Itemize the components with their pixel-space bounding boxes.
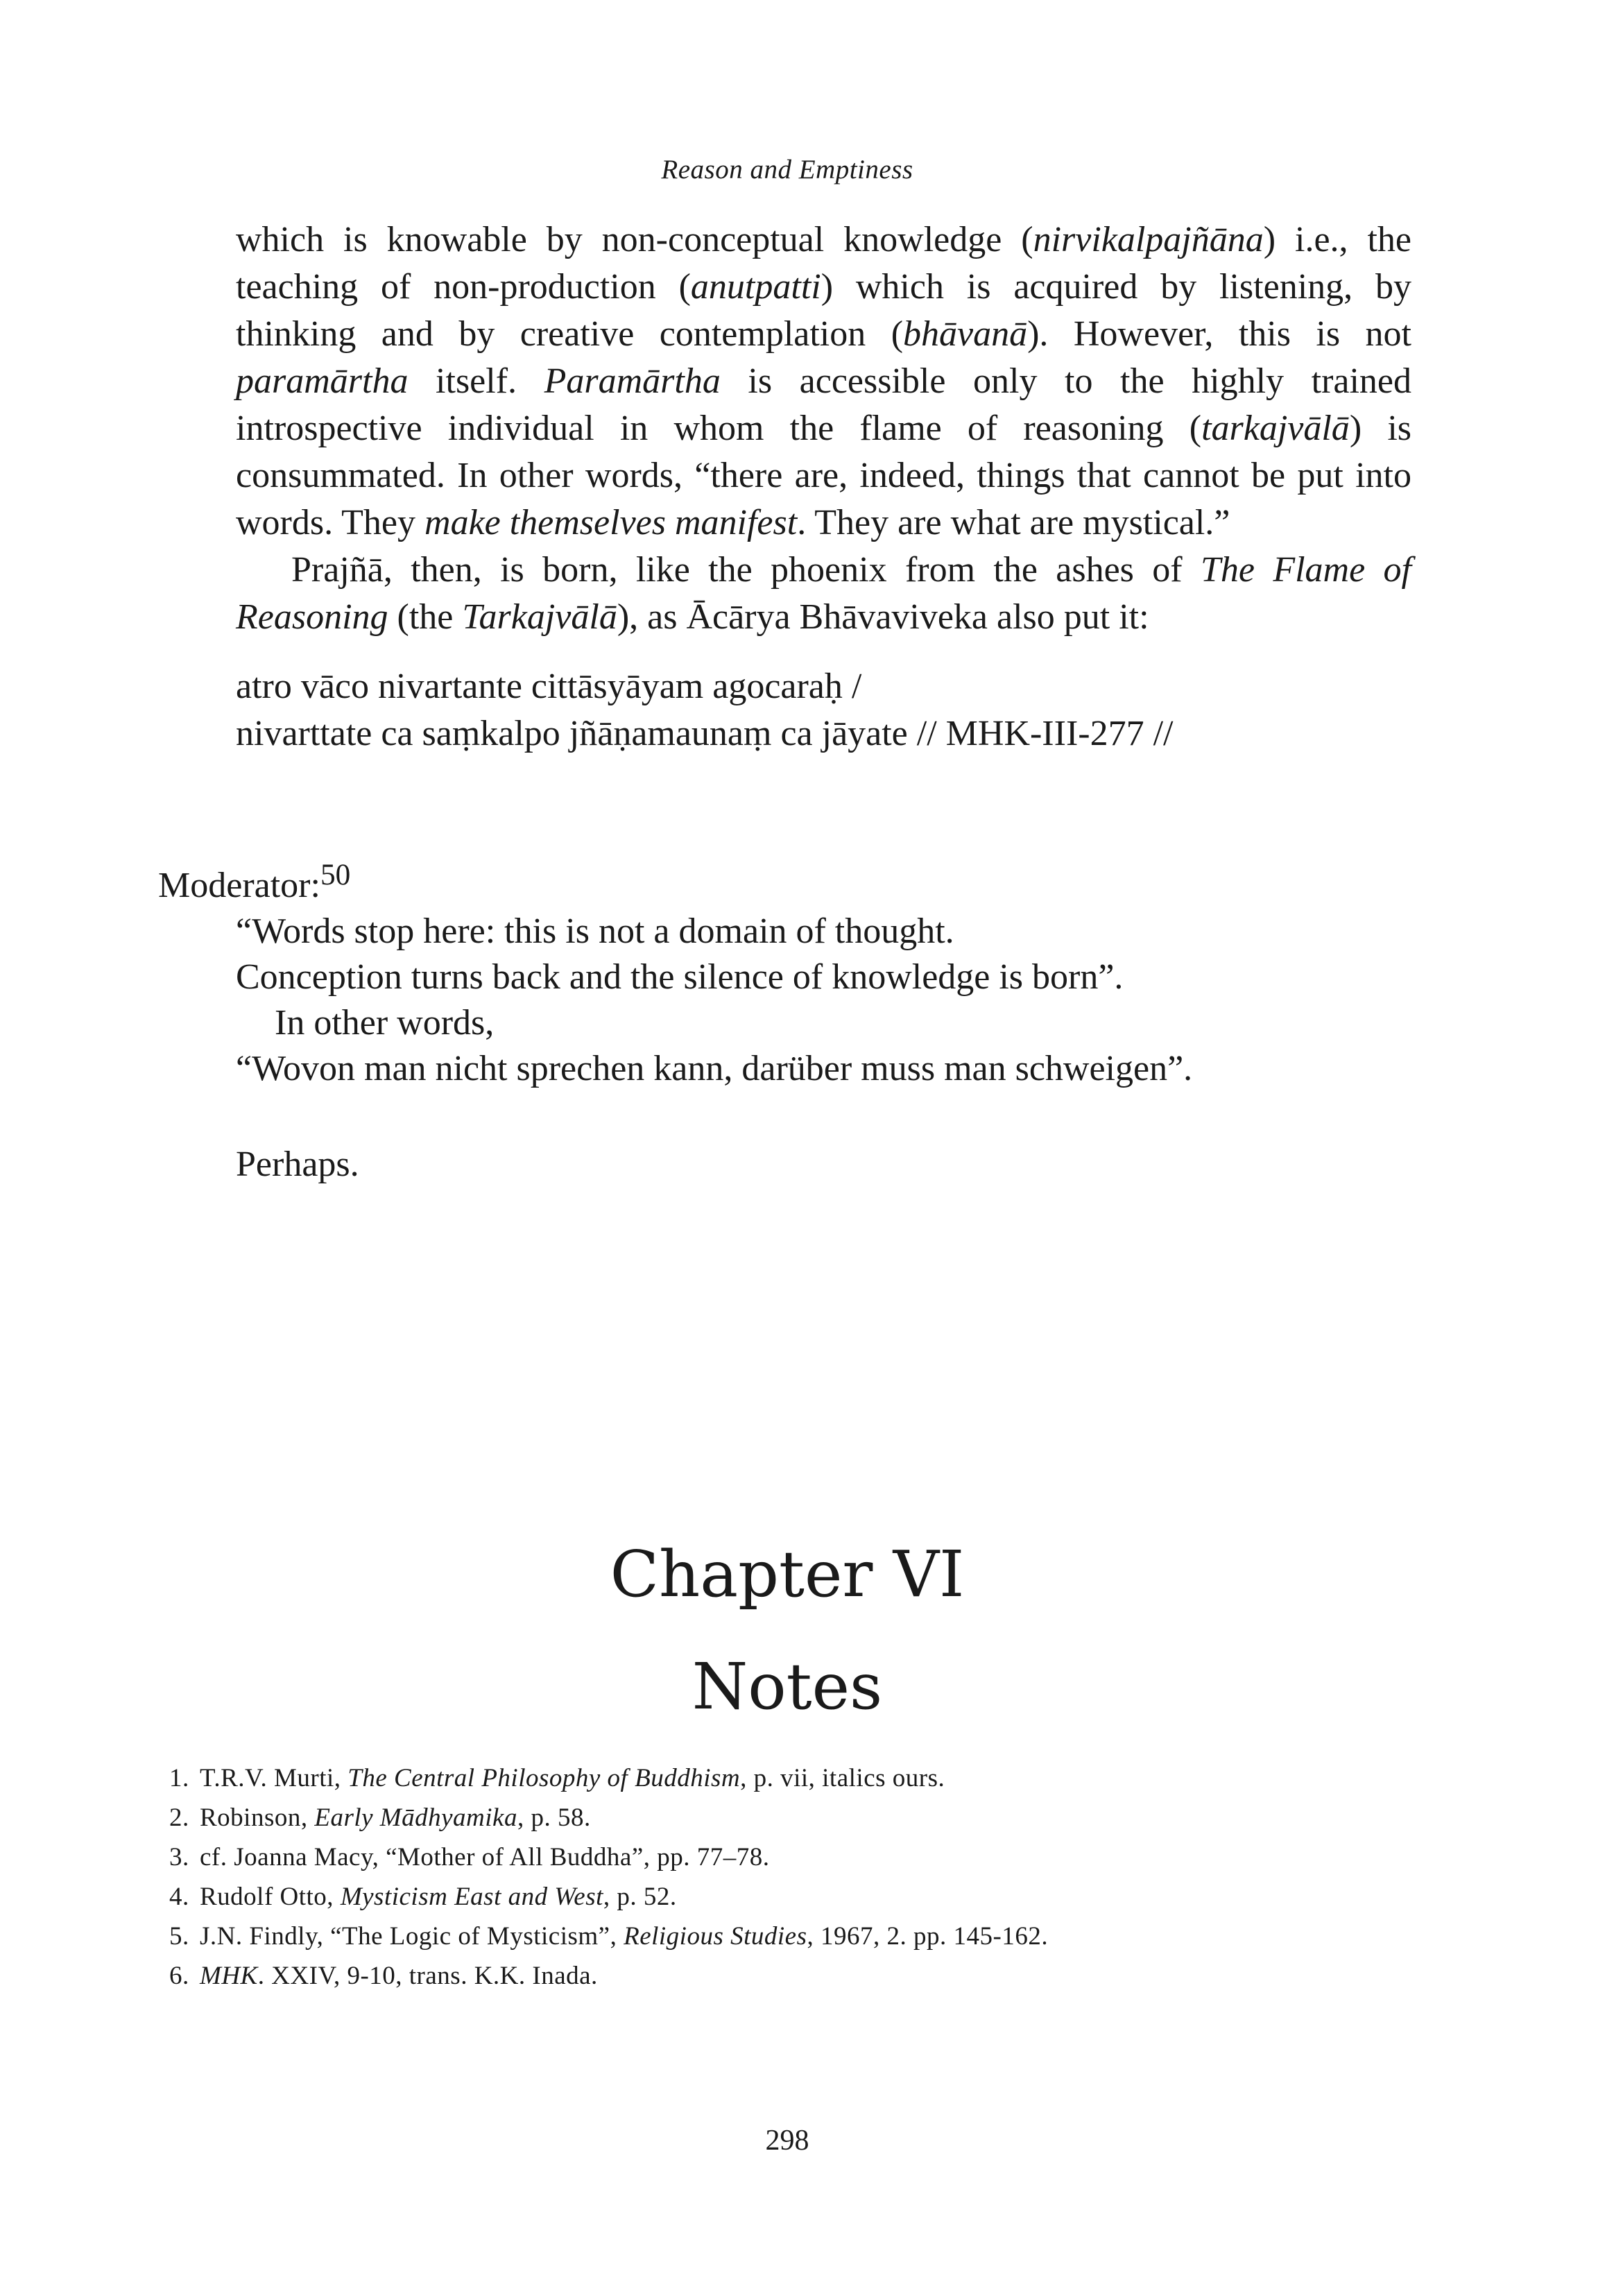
verse-line-1: atro vāco nivartante cittāsyāyam agocaraḥ / <box>236 667 862 706</box>
moderator-block <box>158 852 1476 1188</box>
body-text <box>236 216 1411 757</box>
moderator-label: Moderator: <box>158 866 320 906</box>
running-head: Reason and Emptiness <box>661 155 913 185</box>
paragraph-2-term: Tarkajvālā <box>462 597 617 637</box>
paragraph-1-text: ). However, this is not <box>1027 314 1411 354</box>
note-title: The Central Philosophy of Buddhism <box>347 1764 741 1792</box>
note-number: 1. <box>169 1764 189 1792</box>
note-number: 3. <box>169 1843 189 1871</box>
note-item <box>169 1758 1487 1798</box>
note-text: , p. 52. <box>603 1883 677 1911</box>
note-text: , p. vii, italics ours. <box>740 1764 945 1792</box>
note-number: 5. <box>169 1922 189 1951</box>
paragraph-1-term: tarkajvālā <box>1201 409 1350 448</box>
paragraph-1-text: itself. <box>408 361 544 401</box>
quote-line-4: “Wovon man nicht sprechen kann, darüber muss man schweigen”. <box>236 1049 1193 1089</box>
paragraph-1-term: anutpatti <box>690 267 821 307</box>
note-text: , p. 58. <box>517 1804 591 1832</box>
footnote-ref: 50 <box>320 858 351 891</box>
paragraph-1-text: which is knowable by non-conceptual knowledge ( <box>236 220 1033 259</box>
note-text: . XXIV, 9-10, trans. K.K. Inada. <box>257 1962 598 1990</box>
moderator-quote <box>236 909 1476 1188</box>
paragraph-1-term: nirvikalpajñāna <box>1033 220 1264 259</box>
paragraph-1-term: paramārtha <box>236 361 409 401</box>
closing-remark: Perhaps. <box>236 1145 359 1185</box>
moderator-heading <box>158 852 1476 909</box>
paragraph-2-text: (the <box>388 597 463 637</box>
note-item <box>169 1956 1487 1996</box>
paragraph-2-text: Prajñā, then, is born, like the phoenix from the ashes of <box>291 550 1201 590</box>
paragraph-1-text: ) which is acquired by listening, by thinking and by creative contemplation ( <box>236 267 1411 354</box>
note-text: J.N. Findly, “The Logic of Mysticism”, <box>200 1922 624 1951</box>
paragraph-2-title: The Flame of Reasoning <box>236 550 1411 637</box>
chapter-title: Chapter VI <box>610 1537 965 1611</box>
paragraph-1-term: Paramārtha <box>544 361 721 401</box>
note-title: Religious Studies <box>624 1922 807 1951</box>
note-number: 6. <box>169 1962 189 1990</box>
note-text: T.R.V. Murti, <box>200 1764 348 1792</box>
note-title: Early Mādhyamika <box>314 1804 517 1832</box>
paragraph-1-term: bhāvanā <box>903 314 1028 354</box>
note-text: Robinson, <box>200 1804 315 1832</box>
quote-line-1: “Words stop here: this is not a domain of thought. <box>236 911 954 952</box>
paragraph-1-text: . They are what are mystical.” <box>797 503 1230 542</box>
notes-list <box>169 1758 1487 1996</box>
sanskrit-verse <box>236 663 1411 757</box>
verse-line-2: nivarttate ca saṃkalpo jñāṇamaunaṃ ca jāyate // MHK-III-277 // <box>236 714 1174 753</box>
paragraph-1-text: ) i.e., the teaching of non-production ( <box>236 220 1411 307</box>
note-item <box>169 1877 1487 1917</box>
note-title: MHK <box>200 1962 258 1990</box>
note-text: , 1967, 2. pp. 145-162. <box>807 1922 1049 1951</box>
paragraph-2 <box>236 547 1411 641</box>
note-item <box>169 1837 1487 1877</box>
note-item <box>169 1917 1487 1956</box>
paragraph-1 <box>236 216 1411 547</box>
note-text: cf. Joanna Macy, “Mother of All Buddha”, pp. 77–78. <box>200 1843 770 1871</box>
note-number: 4. <box>169 1883 189 1911</box>
paragraph-1-term: make themselves manifest <box>424 503 798 542</box>
paragraph-2-text: ), as Ācārya Bhāvaviveka also put it: <box>617 597 1149 637</box>
notes-title: Notes <box>692 1650 883 1724</box>
note-item <box>169 1798 1487 1837</box>
note-text: Rudolf Otto, <box>200 1883 341 1911</box>
page-number: 298 <box>765 2125 809 2157</box>
quote-line-3: In other words, <box>275 1003 495 1043</box>
note-number: 2. <box>169 1804 189 1832</box>
paragraph-1-text: ) is consummated. In other words, “there are, indeed, things that cannot be put into words. They <box>236 409 1411 542</box>
quote-line-2: Conception turns back and the silence of knowledge is born”. <box>236 957 1124 997</box>
note-title: Mysticism East and West <box>340 1883 603 1911</box>
paragraph-1-text: is accessible only to the highly trained introspective individual in whom the flame of reasoning ( <box>236 361 1411 448</box>
